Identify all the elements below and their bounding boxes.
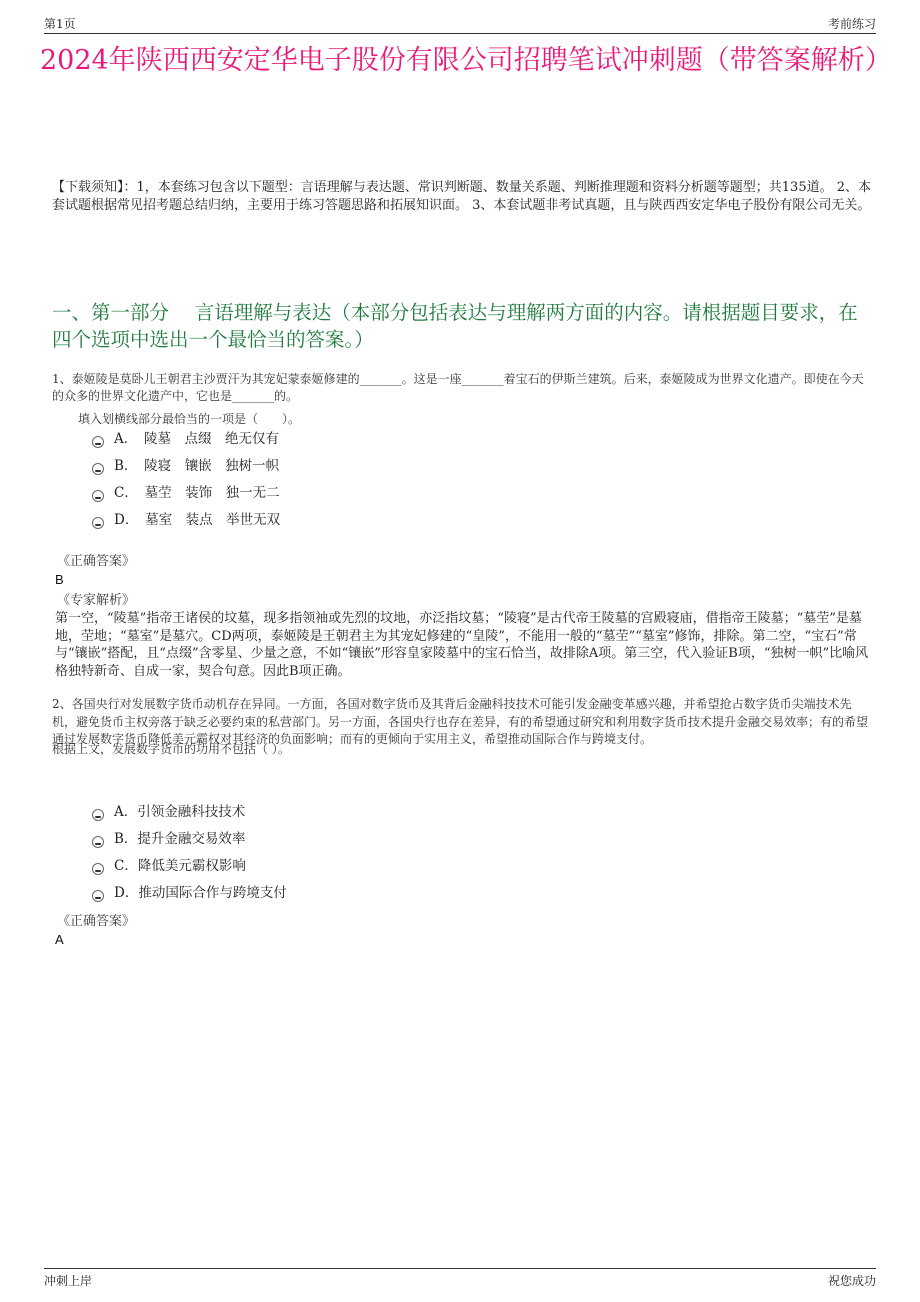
section-heading: 一、第一部分 言语理解与表达（本部分包括表达与理解两方面的内容。请根据题目要求，在四个选项中选出一个最恰当的答案。） — [52, 301, 858, 351]
answer-label: 《正确答案》 — [57, 914, 136, 929]
radio-icon[interactable] — [92, 836, 104, 848]
page-number: 第1页 — [44, 17, 76, 31]
question-2-prompt: 根据上文，发展数字货币的功用不包括（ ）。 — [52, 742, 290, 756]
radio-icon[interactable] — [92, 463, 104, 475]
question-1-prompt: 填入划横线部分最恰当的一项是（ ）。 — [78, 412, 301, 426]
header-divider — [44, 33, 876, 34]
download-notice: 【下载须知】：1，本套练习包含以下题型：言语理解与表达题、常识判断题、数量关系题、判断推理题和资料分析题等题型；共135道。 2、本套试题根据常见招考题总结归纳，主要用于练习答题思路和拓展知识面。 3、本套试题非考试真题，且与陕西西安定华电子股份有限公司无关。 — [52, 180, 871, 213]
expert-analysis: 第一空，“陵墓”指帝王诸侯的坟墓，现多指领袖或先烈的坟地，亦泛指坟墓；“陵寝”是古代帝王陵墓的宫殿寝庙，借指帝王陵墓；“墓茔”是墓地，茔地；“墓室”是墓穴。CD两项，泰姬陵是王朝君主为其宠妃修建的“皇陵”，不能用一般的“墓茔”“墓室”修饰，排除。第二空，“宝石”常与“镶嵌”搭配，且“点缀”含零星、少量之意，不如“镶嵌”形容皇家陵墓中的宝石恰当，故排除A项。第三空，代入验证B项，“独树一帜”比喻风格独特新奇、自成一家，契合句意。因此B项正确。 — [55, 611, 869, 679]
page-footer — [44, 1268, 876, 1290]
question-1-text: 1、泰姬陵是莫卧儿王朝君主沙贾汗为其宠妃蒙泰姬修建的_______。这是一座_______着宝石的伊斯兰建筑。后来，泰姬陵成为世界文化遗产。即使在今天的众多的世界文化遗产中，它也是_______的。 — [52, 372, 864, 403]
radio-icon[interactable] — [92, 436, 104, 448]
radio-icon[interactable] — [92, 490, 104, 502]
radio-icon[interactable] — [92, 863, 104, 875]
footer-right-label: 祝您成功 — [827, 1274, 876, 1288]
radio-icon[interactable] — [92, 890, 104, 902]
analysis-label: 《专家解析》 — [57, 593, 136, 608]
answer-label: 《正确答案》 — [57, 554, 136, 569]
document-title: 2024年陕西西安定华电子股份有限公司招聘笔试冲刺题（带答案解析） — [40, 45, 892, 76]
header-label: 考前练习 — [827, 17, 876, 31]
correct-answer: A — [55, 932, 64, 947]
correct-answer: B — [55, 572, 64, 587]
radio-icon[interactable] — [92, 517, 104, 529]
footer-divider — [44, 1268, 876, 1269]
question-2-text: 2、各国央行对发展数字货币动机存在异同。一方面，各国对数字货币及其背后金融科技技术可能引发金融变革感兴趣，并希望抢占数字货币尖端技术先机，避免货币主权旁落于缺乏必要约束的私营部门。另一方面，各国央行也存在差异，有的希望通过研究和利用数字货币技术提升金融交易效率；有的希望通过发展数字货币降低美元霸权对其经济的负面影响；而有的更倾向于实用主义，希望推动国际合作与跨境支付。 — [52, 697, 869, 746]
radio-icon[interactable] — [92, 809, 104, 821]
page-header — [44, 12, 876, 32]
footer-left-label: 冲刺上岸 — [44, 1274, 93, 1288]
